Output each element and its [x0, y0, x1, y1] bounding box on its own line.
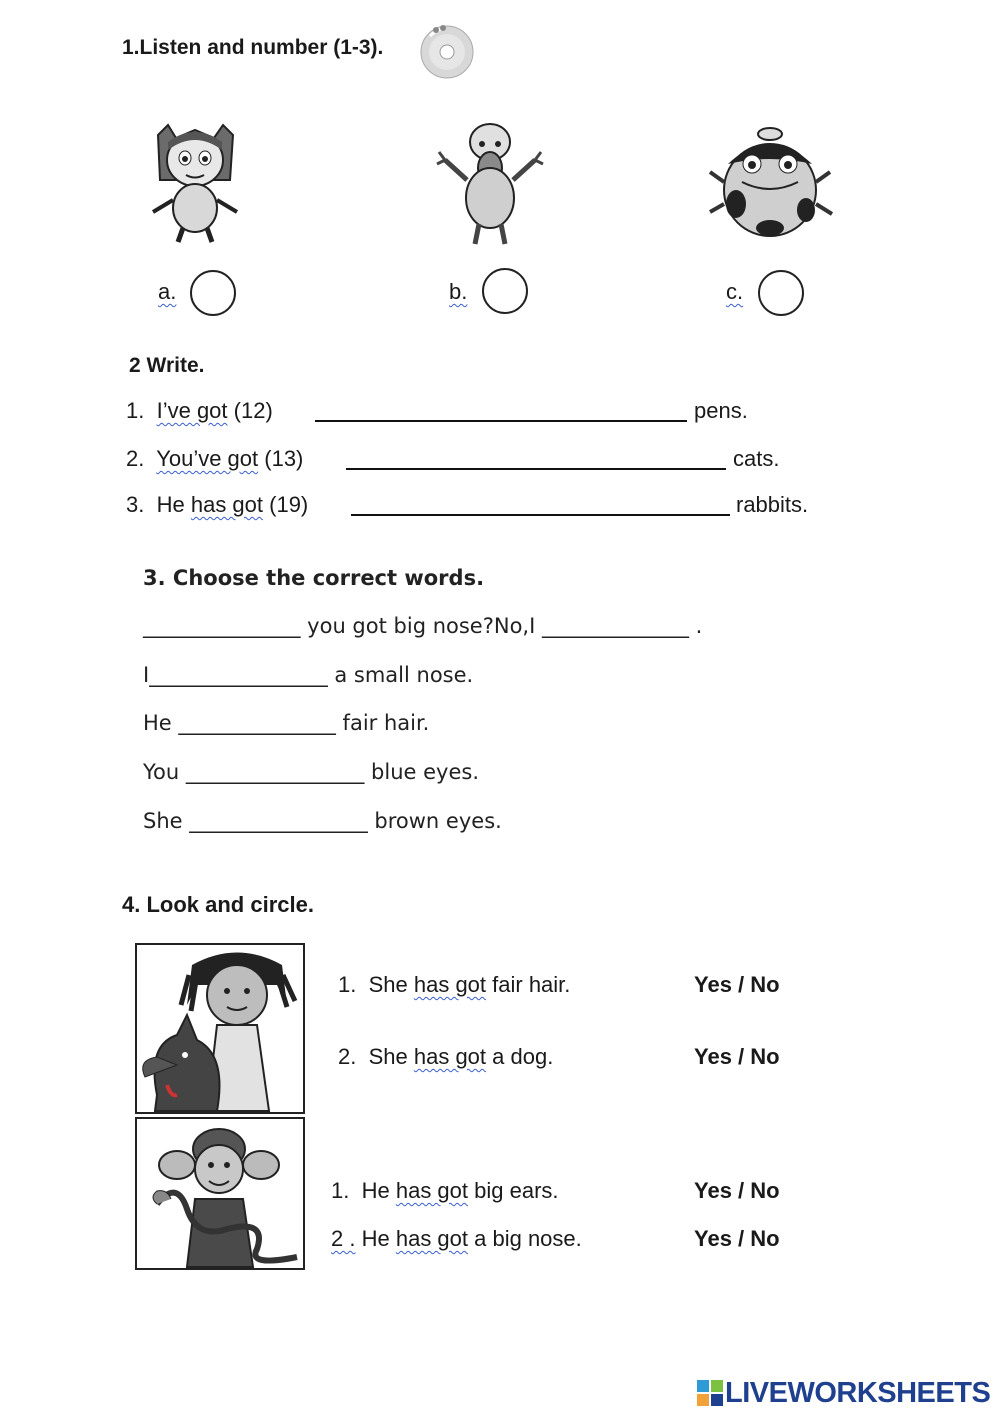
- row-phrase: You’ve got: [156, 446, 259, 471]
- item-a-letter: a.: [158, 279, 177, 304]
- answer-circle-c[interactable]: [758, 270, 804, 316]
- section3-number: 3: [143, 566, 158, 590]
- section3-title: . Choose the correct words.: [157, 566, 485, 590]
- monster-a-figure: [138, 120, 253, 245]
- row-phrase: has got: [413, 972, 487, 997]
- look-row-1-1: [338, 972, 570, 998]
- row-word: cats.: [733, 446, 780, 471]
- boy-with-snake-picture: [135, 1117, 305, 1270]
- row-number: 2.: [126, 446, 145, 471]
- row-phrase: has got: [190, 492, 264, 517]
- row-number: 3.: [126, 492, 145, 517]
- row-phrase: has got: [395, 1226, 469, 1251]
- row-number: 1.: [338, 972, 357, 997]
- row-ending: big ears.: [468, 1178, 559, 1203]
- liveworksheets-logo-icon: [697, 1380, 723, 1406]
- look-row-2-2: [331, 1226, 582, 1252]
- row-number: 2 .: [331, 1226, 356, 1251]
- row-number: 1.: [331, 1178, 350, 1203]
- row-pronoun: He: [361, 1226, 396, 1251]
- row-pronoun: She: [368, 1044, 414, 1069]
- monster-b-figure: [435, 120, 545, 248]
- row-number-hint: (13): [258, 446, 304, 471]
- answer-circle-a[interactable]: [190, 270, 236, 316]
- answer-circle-b[interactable]: [482, 268, 528, 314]
- row-number-hint: (19): [263, 492, 309, 517]
- liveworksheets-logo-text: LIVEWORKSHEETS: [725, 1376, 991, 1409]
- section1-title: Listen and number (1-3).: [139, 36, 384, 59]
- item-c-letter: c.: [726, 279, 744, 304]
- cd-icon: [418, 22, 476, 80]
- girl-with-dog-picture: [135, 943, 305, 1114]
- section1-heading: [122, 36, 383, 60]
- row-number: 2.: [338, 1044, 357, 1069]
- choose-line-3[interactable]: He _______________ fair hair.: [143, 711, 430, 735]
- write-answer-line-3[interactable]: [351, 514, 730, 516]
- row-phrase: I’ve got: [156, 398, 228, 423]
- write-answer-line-2[interactable]: [346, 468, 726, 470]
- section1-number: 1.: [122, 36, 140, 59]
- row-ending: a dog.: [486, 1044, 554, 1069]
- choose-line-5[interactable]: She _________________ brown eyes.: [143, 809, 502, 833]
- row-pronoun: He: [156, 492, 191, 517]
- choose-line-2[interactable]: I_________________ a small nose.: [143, 663, 474, 687]
- yes-no-choice[interactable]: Yes / No: [694, 972, 780, 997]
- yes-no-choice[interactable]: Yes / No: [694, 1178, 780, 1203]
- row-phrase: has got: [395, 1178, 469, 1203]
- row-ending: fair hair.: [486, 972, 571, 997]
- row-pronoun: She: [368, 972, 414, 997]
- yes-no-choice[interactable]: Yes / No: [694, 1226, 780, 1251]
- liveworksheets-logo[interactable]: [697, 1378, 990, 1408]
- monster-c-figure: [706, 124, 836, 246]
- item-b-letter: b.: [449, 279, 468, 304]
- choose-line-4[interactable]: You _________________ blue eyes.: [143, 760, 479, 784]
- yes-no-choice[interactable]: Yes / No: [694, 1044, 780, 1069]
- row-number-hint: (12): [227, 398, 273, 423]
- section4-title: 4. Look and circle.: [122, 892, 314, 917]
- row-word: pens.: [694, 398, 748, 423]
- row-number: 1.: [126, 398, 145, 423]
- choose-line-1[interactable]: _______________ you got big nose?No,I ______________ .: [143, 614, 703, 638]
- write-answer-line-1[interactable]: [315, 420, 687, 422]
- girl-with-dog-drawing: [137, 945, 303, 1112]
- row-pronoun: He: [361, 1178, 396, 1203]
- section2-title: 2 Write.: [129, 354, 205, 377]
- row-phrase: has got: [413, 1044, 487, 1069]
- look-row-2-1: [331, 1178, 559, 1204]
- section3-heading: [143, 566, 484, 590]
- boy-with-snake-drawing: [137, 1119, 303, 1268]
- look-row-1-2: [338, 1044, 553, 1070]
- row-ending: a big nose.: [468, 1226, 582, 1251]
- row-word: rabbits.: [736, 492, 809, 517]
